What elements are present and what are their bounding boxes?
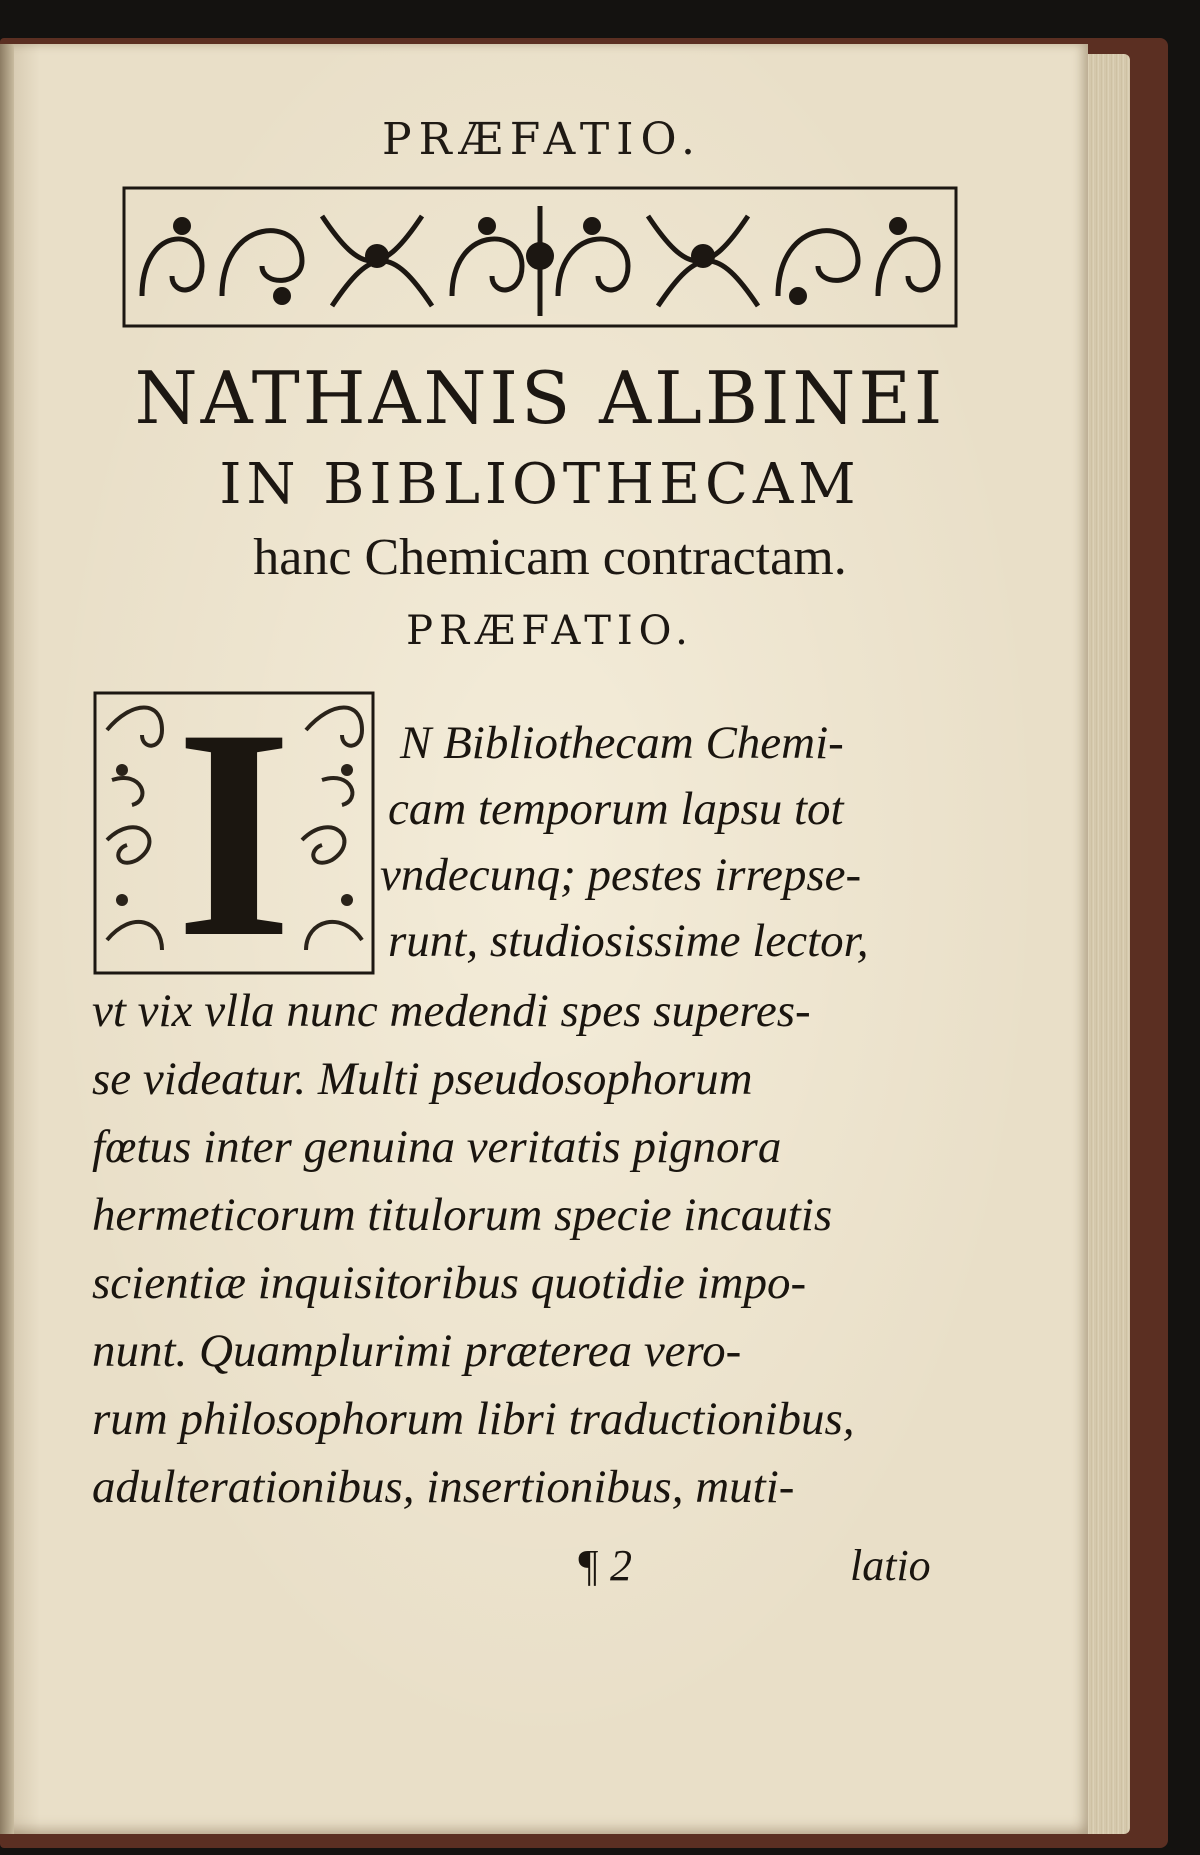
body-line: adulterationibus, insertionibus, muti- bbox=[92, 1461, 795, 1513]
title-author: NATHANIS ALBINEI bbox=[134, 356, 946, 440]
body-line: scientiæ inquisitoribus quotidie impo- bbox=[92, 1257, 807, 1309]
catchword: latio bbox=[850, 1541, 931, 1590]
title-preface: PRÆFATIO. bbox=[406, 608, 694, 654]
signature-mark: ¶ 2 bbox=[576, 1541, 633, 1590]
ornament-headpiece bbox=[122, 186, 958, 328]
body-line: cam temporum lapsu tot bbox=[388, 783, 844, 835]
body-line: nunt. Quamplurimi præterea vero- bbox=[92, 1325, 742, 1377]
body-line: N Bibliothecam Chemi- bbox=[400, 717, 844, 769]
body-line: vndecunq; pestes irrepse- bbox=[380, 849, 862, 901]
body-line: vt vix vlla nunc medendi spes superes- bbox=[92, 985, 811, 1037]
body-line: fœtus inter genuina veritatis pignora bbox=[92, 1121, 782, 1173]
decorated-initial bbox=[92, 667, 376, 999]
body-line: hermeticorum titulorum specie incautis bbox=[92, 1189, 833, 1241]
body-line: rum philosophorum libri traductionibus, bbox=[92, 1393, 855, 1445]
gutter-shadow bbox=[0, 44, 14, 1834]
body-line: se videatur. Multi pseudosophorum bbox=[92, 1053, 753, 1105]
title-line-2: IN BIBLIOTHECAM bbox=[219, 452, 861, 517]
initial-letter: I bbox=[175, 667, 293, 999]
body-line: runt, studiosissime lector, bbox=[388, 915, 869, 967]
running-head: PRÆFATIO. bbox=[381, 114, 703, 165]
title-line-3: hanc Chemicam contractam. bbox=[253, 529, 847, 586]
